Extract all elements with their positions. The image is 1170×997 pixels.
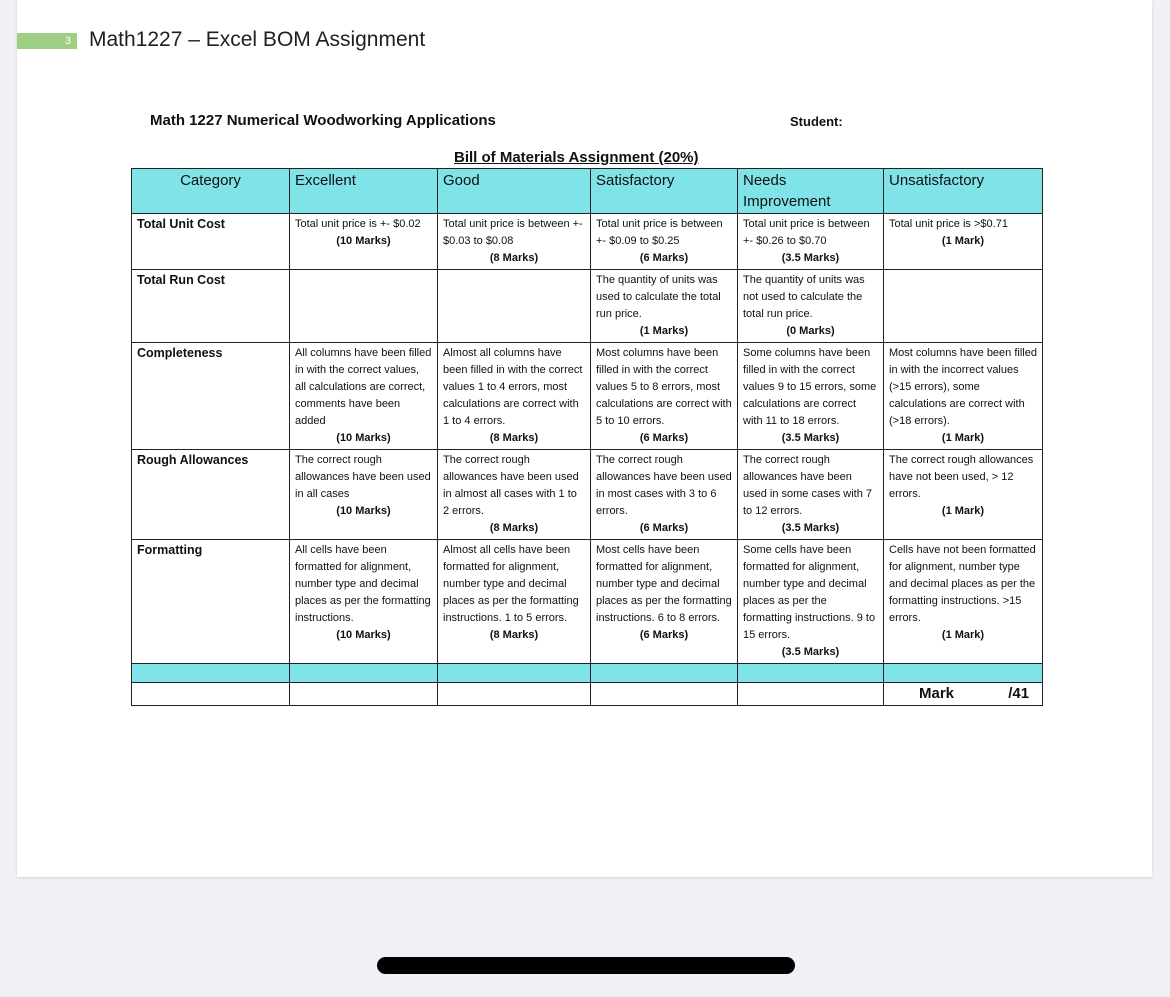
criteria-marks: (1 Mark) (941, 505, 985, 517)
rubric-body (132, 214, 1043, 664)
category-cell: Total Run Cost (132, 270, 290, 343)
criteria-description: The correct rough allowances have been used in some cases with 7 to 12 errors. (743, 454, 873, 517)
criteria-marks: (6 Marks) (639, 522, 689, 534)
criteria-description: Some cells have been formatted for alignment, number type and decimal places as per the formatting instructions. 9 to 15 errors. (743, 544, 876, 641)
blank-cell (290, 664, 438, 683)
criteria-marks: (3.5 Marks) (781, 252, 840, 264)
student-label: Student: (790, 114, 843, 129)
criteria-marks: (10 Marks) (336, 505, 391, 517)
criteria-description: Most columns have been filled in with the incorrect values (>15 errors), some calculations are correct with (>18 errors). (889, 347, 1037, 427)
criteria-description: Total unit price is between +- $0.26 to $0.70 (743, 218, 870, 247)
criteria-description: The correct rough allowances have been used in all cases (295, 454, 431, 500)
criteria-marks: (0 Marks) (786, 325, 835, 337)
rubric-row (132, 270, 1043, 343)
criteria-marks: (3.5 Marks) (781, 646, 840, 658)
rubric-row (132, 214, 1043, 270)
document-page (17, 0, 1152, 877)
criteria-cell (884, 270, 1043, 343)
total-cell (591, 683, 738, 706)
criteria-cell (884, 343, 1043, 450)
criteria-description: All columns have been filled in with the correct values, all calculations are correct, comments have been added (295, 347, 432, 427)
criteria-marks: (3.5 Marks) (781, 522, 840, 534)
header-excellent: Excellent (290, 169, 438, 214)
rubric-row (132, 450, 1043, 540)
criteria-description: Some columns have been filled in with the correct values 9 to 15 errors, some calculations are correct with 11 to 18 errors. (743, 347, 877, 427)
criteria-description: The correct rough allowances have been used in most cases with 3 to 6 errors. (596, 454, 732, 517)
criteria-description: Almost all columns have been filled in with the correct values 1 to 4 errors, most calculations are correct with 1 to 4 errors. (443, 347, 583, 427)
criteria-cell (591, 450, 738, 540)
criteria-cell (438, 540, 591, 664)
header-unsatisfactory: Unsatisfactory (884, 169, 1043, 214)
document-title: Math1227 – Excel BOM Assignment (89, 28, 426, 51)
criteria-marks: (8 Marks) (489, 432, 539, 444)
criteria-description: Total unit price is between +- $0.09 to $0.25 (596, 218, 723, 247)
total-cell (132, 683, 290, 706)
category-cell: Completeness (132, 343, 290, 450)
criteria-description: Cells have not been formatted for alignment, number type and decimal places as per the formatting instructions. >15 errors. (889, 544, 1036, 624)
criteria-cell (591, 214, 738, 270)
criteria-description: Total unit price is +- $0.02 (295, 218, 421, 230)
viewer-header (17, 26, 1152, 58)
blank-cell (591, 664, 738, 683)
criteria-cell (738, 540, 884, 664)
criteria-marks: (6 Marks) (639, 432, 689, 444)
criteria-cell (884, 214, 1043, 270)
header-satisfactory: Satisfactory (591, 169, 738, 214)
criteria-description: Most cells have been formatted for alignment, number type and decimal places as per the formatting instructions. 6 to 8 errors. (596, 544, 732, 624)
criteria-marks: (1 Mark) (941, 235, 985, 247)
criteria-marks: (10 Marks) (336, 629, 391, 641)
criteria-marks: (3.5 Marks) (781, 432, 840, 444)
rubric-row (132, 343, 1043, 450)
total-cell (438, 683, 591, 706)
header-needs-improvement: Needs Improvement (738, 169, 884, 214)
rubric-row (132, 540, 1043, 664)
criteria-cell (591, 540, 738, 664)
criteria-cell (884, 450, 1043, 540)
blank-row (132, 664, 1043, 683)
mark-total: /41 (1008, 685, 1030, 702)
criteria-cell (438, 450, 591, 540)
criteria-marks: (1 Mark) (941, 432, 985, 444)
rubric-table (131, 168, 1043, 706)
criteria-cell (290, 540, 438, 664)
category-cell: Formatting (132, 540, 290, 664)
total-cell (290, 683, 438, 706)
header-row (132, 169, 1043, 214)
category-cell: Rough Allowances (132, 450, 290, 540)
criteria-description: Most columns have been filled in with the correct values 5 to 8 errors, most calculations are correct with 5 to 10 errors. (596, 347, 732, 427)
header-good: Good (438, 169, 591, 214)
criteria-description: Almost all cells have been formatted for alignment, number type and decimal places as per the formatting instructions. 1 to 5 errors. (443, 544, 579, 624)
blank-cell (738, 664, 884, 683)
blank-cell (132, 664, 290, 683)
criteria-marks: (8 Marks) (489, 629, 539, 641)
criteria-cell (738, 450, 884, 540)
criteria-marks: (10 Marks) (336, 235, 391, 247)
total-cell (738, 683, 884, 706)
criteria-marks: (6 Marks) (639, 252, 689, 264)
criteria-description: Total unit price is between +- $0.03 to $0.08 (443, 218, 583, 247)
criteria-cell (438, 270, 591, 343)
criteria-marks: (8 Marks) (489, 522, 539, 534)
mark-total-cell (884, 683, 1043, 706)
criteria-cell (884, 540, 1043, 664)
mark-label: Mark (919, 685, 955, 702)
criteria-description: The quantity of units was used to calculate the total run price. (596, 274, 721, 320)
criteria-description: The quantity of units was not used to calculate the total run price. (743, 274, 865, 320)
criteria-marks: (6 Marks) (639, 629, 689, 641)
assignment-title: Bill of Materials Assignment (20%) (454, 149, 699, 166)
criteria-cell (438, 343, 591, 450)
criteria-cell (591, 270, 738, 343)
criteria-cell (591, 343, 738, 450)
criteria-cell (738, 214, 884, 270)
criteria-marks: (1 Marks) (639, 325, 689, 337)
criteria-cell (438, 214, 591, 270)
criteria-description: The correct rough allowances have not been used, > 12 errors. (889, 454, 1034, 500)
criteria-marks: (1 Mark) (941, 629, 985, 641)
criteria-cell (738, 343, 884, 450)
criteria-cell (290, 450, 438, 540)
criteria-description: All cells have been formatted for alignment, number type and decimal places as per the formatting instructions. (295, 544, 431, 624)
header-category: Category (132, 169, 290, 214)
criteria-cell (738, 270, 884, 343)
home-indicator[interactable] (377, 957, 795, 974)
criteria-cell (290, 343, 438, 450)
criteria-marks: (8 Marks) (489, 252, 539, 264)
total-row (132, 683, 1043, 706)
category-cell: Total Unit Cost (132, 214, 290, 270)
criteria-description: The correct rough allowances have been used in almost all cases with 1 to 2 errors. (443, 454, 579, 517)
criteria-cell (290, 270, 438, 343)
criteria-marks: (10 Marks) (336, 432, 391, 444)
course-title: Math 1227 Numerical Woodworking Applications (150, 112, 496, 129)
page-number-badge: 3 (17, 33, 77, 49)
blank-cell (884, 664, 1043, 683)
criteria-cell (290, 214, 438, 270)
criteria-description: Total unit price is >$0.71 (889, 218, 1008, 230)
blank-cell (438, 664, 591, 683)
